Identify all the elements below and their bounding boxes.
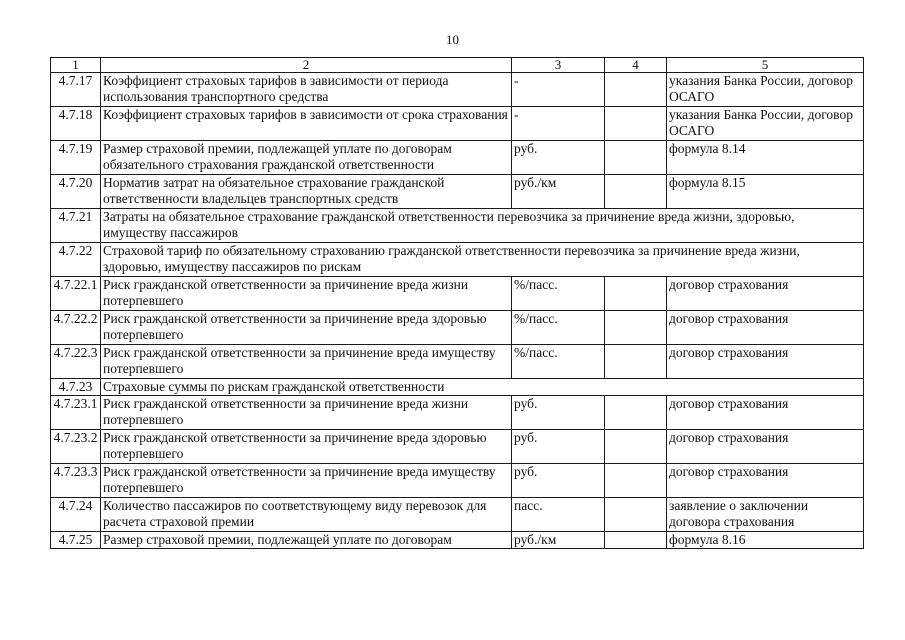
row-number: 4.7.23.1 — [51, 396, 101, 430]
row-number: 4.7.18 — [51, 107, 101, 141]
row-source: формула 8.15 — [667, 175, 864, 209]
table-row — [51, 73, 864, 107]
table-row — [51, 396, 864, 430]
row-unit: %/пасс. — [512, 311, 605, 345]
row-number: 4.7.21 — [51, 209, 101, 243]
table-header-row — [51, 58, 864, 73]
row-unit: - — [512, 107, 605, 141]
row-unit: руб./км — [512, 532, 605, 549]
row-source: указания Банка России, договор ОСАГО — [667, 107, 864, 141]
row-number: 4.7.24 — [51, 498, 101, 532]
row-column-4 — [605, 345, 667, 379]
table-row — [51, 379, 864, 396]
row-unit: руб. — [512, 141, 605, 175]
row-source: договор страхования — [667, 396, 864, 430]
row-column-4 — [605, 464, 667, 498]
row-source: формула 8.14 — [667, 141, 864, 175]
table-row — [51, 498, 864, 532]
table-row — [51, 311, 864, 345]
row-column-4 — [605, 175, 667, 209]
column-header: 5 — [667, 58, 864, 73]
row-unit: %/пасс. — [512, 277, 605, 311]
row-indicator-name: Риск гражданской ответственности за причинение вреда жизни потерпевшего — [101, 277, 512, 311]
row-column-4 — [605, 430, 667, 464]
row-indicator-name: Коэффициент страховых тарифов в зависимости от периода использования транспортного средства — [101, 73, 512, 107]
row-unit: руб. — [512, 464, 605, 498]
row-indicator-name: Риск гражданской ответственности за причинение вреда имуществу потерпевшего — [101, 345, 512, 379]
row-source: договор страхования — [667, 464, 864, 498]
row-column-4 — [605, 277, 667, 311]
row-unit: %/пасс. — [512, 345, 605, 379]
row-indicator-name: Затраты на обязательное страхование гражданской ответственности перевозчика за причинение вреда жизни, здоровью, имуществу пассажиров — [101, 209, 864, 243]
column-header: 4 — [605, 58, 667, 73]
row-column-4 — [605, 73, 667, 107]
table-row — [51, 277, 864, 311]
row-number: 4.7.22.2 — [51, 311, 101, 345]
column-header: 1 — [51, 58, 101, 73]
row-column-4 — [605, 311, 667, 345]
row-number: 4.7.22 — [51, 243, 101, 277]
table-row — [51, 532, 864, 549]
row-indicator-name: Риск гражданской ответственности за причинение вреда жизни потерпевшего — [101, 396, 512, 430]
table-row — [51, 464, 864, 498]
row-number: 4.7.19 — [51, 141, 101, 175]
row-number: 4.7.20 — [51, 175, 101, 209]
row-indicator-name: Страховой тариф по обязательному страхованию гражданской ответственности перевозчика за причинение вреда жизни, здоровью, имуществу пассажиров по рискам — [101, 243, 864, 277]
row-unit: пасс. — [512, 498, 605, 532]
column-header: 3 — [512, 58, 605, 73]
row-column-4 — [605, 141, 667, 175]
table-row — [51, 430, 864, 464]
row-indicator-name: Норматив затрат на обязательное страхование гражданской ответственности владельцев транспортных средств — [101, 175, 512, 209]
table-row — [51, 243, 864, 277]
row-indicator-name: Коэффициент страховых тарифов в зависимости от срока страхования — [101, 107, 512, 141]
row-number: 4.7.17 — [51, 73, 101, 107]
row-source: договор страхования — [667, 311, 864, 345]
row-source: формула 8.16 — [667, 532, 864, 549]
page-number: 10 — [446, 32, 459, 47]
table-row — [51, 209, 864, 243]
row-unit: руб./км — [512, 175, 605, 209]
row-indicator-name: Размер страховой премии, подлежащей уплате по договорам обязательного страхования гражданской ответственности — [101, 141, 512, 175]
row-column-4 — [605, 107, 667, 141]
row-indicator-name: Риск гражданской ответственности за причинение вреда здоровью потерпевшего — [101, 430, 512, 464]
row-number: 4.7.22.3 — [51, 345, 101, 379]
row-indicator-name: Размер страховой премии, подлежащей уплате по договорам — [101, 532, 512, 549]
row-indicator-name: Риск гражданской ответственности за причинение вреда здоровью потерпевшего — [101, 311, 512, 345]
row-source: договор страхования — [667, 277, 864, 311]
row-indicator-name: Количество пассажиров по соответствующему виду перевозок для расчета страховой премии — [101, 498, 512, 532]
row-unit: руб. — [512, 430, 605, 464]
row-number: 4.7.25 — [51, 532, 101, 549]
row-unit: руб. — [512, 396, 605, 430]
table-row — [51, 141, 864, 175]
row-source: заявление о заключении договора страхования — [667, 498, 864, 532]
row-indicator-name: Риск гражданской ответственности за причинение вреда имуществу потерпевшего — [101, 464, 512, 498]
column-header: 2 — [101, 58, 512, 73]
norms-table — [50, 57, 864, 549]
row-source: договор страхования — [667, 430, 864, 464]
row-column-4 — [605, 498, 667, 532]
table-row — [51, 345, 864, 379]
table-row — [51, 175, 864, 209]
row-source: договор страхования — [667, 345, 864, 379]
row-column-4 — [605, 532, 667, 549]
row-column-4 — [605, 396, 667, 430]
row-number: 4.7.23.2 — [51, 430, 101, 464]
row-source: указания Банка России, договор ОСАГО — [667, 73, 864, 107]
row-number: 4.7.22.1 — [51, 277, 101, 311]
row-number: 4.7.23.3 — [51, 464, 101, 498]
row-indicator-name: Страховые суммы по рискам гражданской ответственности — [101, 379, 864, 396]
row-number: 4.7.23 — [51, 379, 101, 396]
table-row — [51, 107, 864, 141]
row-unit: - — [512, 73, 605, 107]
